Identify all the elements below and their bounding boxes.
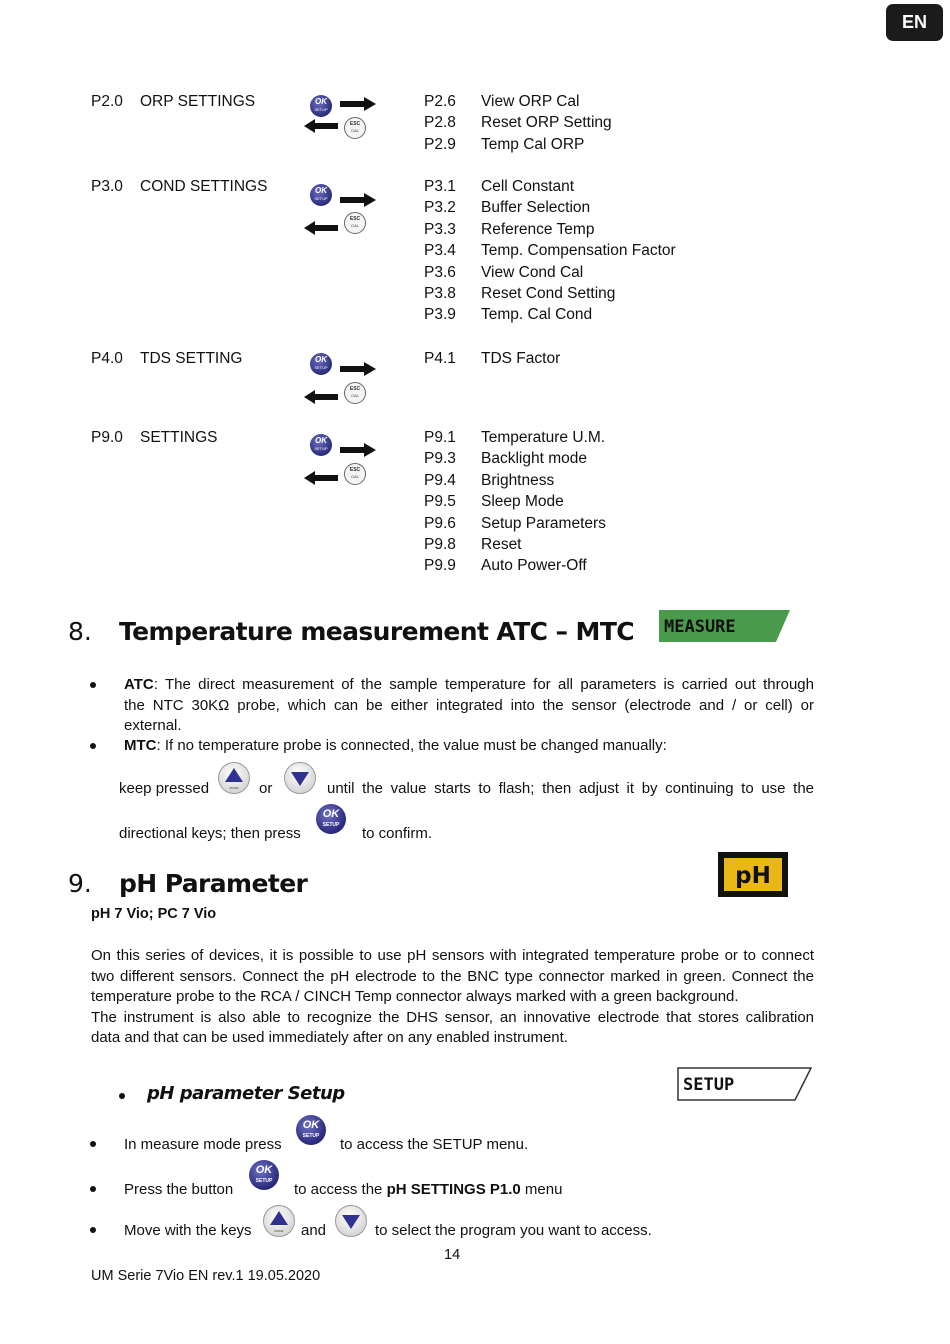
bullet (90, 682, 96, 688)
bullet (90, 1141, 96, 1147)
submenu-p9 (424, 427, 606, 577)
ok-setup-icon: OK SETUP (310, 434, 332, 456)
arrow-right-icon (340, 443, 376, 457)
submenu-p2 (424, 91, 612, 155)
down-key-icon (284, 762, 316, 794)
keep-pressed-text: keep pressed (119, 780, 210, 797)
bullet (90, 1227, 96, 1233)
ok-setup-icon: OK SETUP (310, 184, 332, 206)
ok-setup-icon: OK SETUP (310, 353, 332, 375)
bullet (90, 1186, 96, 1192)
menu-name-p2: ORP SETTINGS (140, 93, 256, 110)
esc-cal-icon: ESC CAL (344, 212, 366, 234)
menu-name-p4: TDS SETTING (140, 350, 243, 367)
submenu-p3 (424, 176, 676, 326)
submenu-item: P9.9 Auto Power-Off (424, 557, 587, 575)
menu-code-p4: P4.0 (91, 350, 123, 367)
esc-cal-icon: ESC CAL (344, 117, 366, 139)
down-key-icon (335, 1205, 367, 1237)
submenu-item: P3.3 Reference Temp (424, 220, 595, 238)
esc-cal-icon: ESC CAL (344, 463, 366, 485)
arrow-right-icon (340, 97, 376, 111)
nav-icons-p9 (308, 433, 378, 493)
ph-label-image (718, 852, 788, 897)
arrow-right-icon (340, 193, 376, 207)
step3-text: Move with the keys (124, 1222, 252, 1239)
section-number: 9. (68, 869, 92, 898)
atc-paragraph: ATC: The direct measurement of the sample temperature for all parameters is carried out through the NTC 30KΩ probe, which can be either integrated into the sensor (electrode and / or cell) or external. (124, 676, 814, 734)
intro-paragraph: On this series of devices, it is possible to use pH sensors with integrated temperature probe or to connect two different sensors. Connect the pH electrode to the BNC type connector marked in green. Connect the temperature probe to the RCA / CINCH Temp connector always marked with a green background. The instrument is also able to recognize the DHS sensor, an innovative electrode that stores calibration data and that can be used immediately after on any enabled instrument. (91, 947, 814, 1046)
subsection-title: pH parameter Setup (147, 1083, 345, 1104)
submenu-item: P9.5 Sleep Mode (424, 493, 564, 511)
submenu-item: P3.4 Temp. Compensation Factor (424, 242, 676, 260)
step1-text: In measure mode press (124, 1136, 282, 1153)
submenu-item: P9.6 Setup Parameters (424, 514, 606, 532)
svg-text:SETUP: SETUP (683, 1075, 735, 1095)
bullet (90, 743, 96, 749)
section-title: pH Parameter (119, 869, 308, 898)
until-text: until the value starts to flash; then adjust it by continuing to use the (327, 780, 814, 797)
arrow-left-icon (304, 471, 338, 485)
up-mode-key-icon: MODE (263, 1205, 295, 1237)
submenu-item: P9.8 Reset (424, 535, 522, 553)
svg-text:MEASURE: MEASURE (664, 617, 736, 637)
nav-icons-p4 (308, 352, 378, 412)
nav-icons-p2 (308, 94, 378, 154)
language-badge: EN (886, 4, 943, 41)
document-footer: UM Serie 7Vio EN rev.1 19.05.2020 (91, 1268, 321, 1284)
mtc-paragraph: MTC: If no temperature probe is connected, the value must be changed manually: (124, 737, 667, 754)
setup-label-image (677, 1067, 812, 1101)
or-text: or (259, 780, 273, 797)
submenu-item: P9.3 Backlight mode (424, 450, 587, 468)
and-text: and (301, 1222, 327, 1239)
section-number: 8. (68, 617, 92, 646)
step3-post-text: to select the program you want to access. (375, 1222, 652, 1239)
menu-code-p3: P3.0 (91, 178, 123, 195)
menu-name-p9: SETTINGS (140, 429, 218, 446)
submenu-item: P2.9 Temp Cal ORP (424, 135, 585, 153)
submenu-item: P9.1 Temperature U.M. (424, 429, 606, 446)
section-title: Temperature measurement ATC – MTC (119, 617, 635, 646)
directional-text: directional keys; then press (119, 825, 301, 842)
arrow-left-icon (304, 119, 338, 133)
arrow-left-icon (304, 390, 338, 404)
submenu-item: P4.1 TDS Factor (424, 350, 561, 367)
esc-cal-icon: ESC CAL (344, 382, 366, 404)
ok-setup-icon: OK SETUP (296, 1115, 326, 1145)
bullet (119, 1093, 125, 1099)
submenu-item: P3.9 Temp. Cal Cond (424, 306, 593, 324)
step2-post-text: to access the pH SETTINGS P1.0 menu (294, 1181, 563, 1198)
nav-icons-p3 (308, 183, 378, 243)
measure-label-image (659, 610, 790, 642)
submenu-item: P3.6 View Cond Cal (424, 263, 584, 281)
ok-setup-icon: OK SETUP (310, 95, 332, 117)
submenu-item: P3.8 Reset Cond Setting (424, 284, 616, 302)
menu-code-p9: P9.0 (91, 429, 123, 446)
page-number: 14 (444, 1247, 461, 1263)
submenu-p4 (424, 348, 560, 369)
submenu-item: P3.2 Buffer Selection (424, 199, 591, 217)
ok-setup-icon: OK SETUP (249, 1160, 279, 1190)
submenu-item: P2.6 View ORP Cal (424, 93, 580, 110)
svg-text:pH: pH (735, 863, 771, 889)
arrow-right-icon (340, 362, 376, 376)
up-mode-key-icon: MODE (218, 762, 250, 794)
submenu-item: P2.8 Reset ORP Setting (424, 114, 612, 132)
models-subtitle: pH 7 Vio; PC 7 Vio (91, 906, 217, 922)
step2-text: Press the button (124, 1181, 234, 1198)
submenu-item: P3.1 Cell Constant (424, 178, 575, 195)
menu-name-p3: COND SETTINGS (140, 178, 268, 195)
arrow-left-icon (304, 221, 338, 235)
submenu-item: P9.4 Brightness (424, 471, 555, 489)
menu-code-p2: P2.0 (91, 93, 123, 110)
step1-post-text: to access the SETUP menu. (340, 1136, 529, 1153)
ok-setup-icon: OK SETUP (316, 804, 346, 834)
confirm-text: to confirm. (362, 825, 433, 842)
